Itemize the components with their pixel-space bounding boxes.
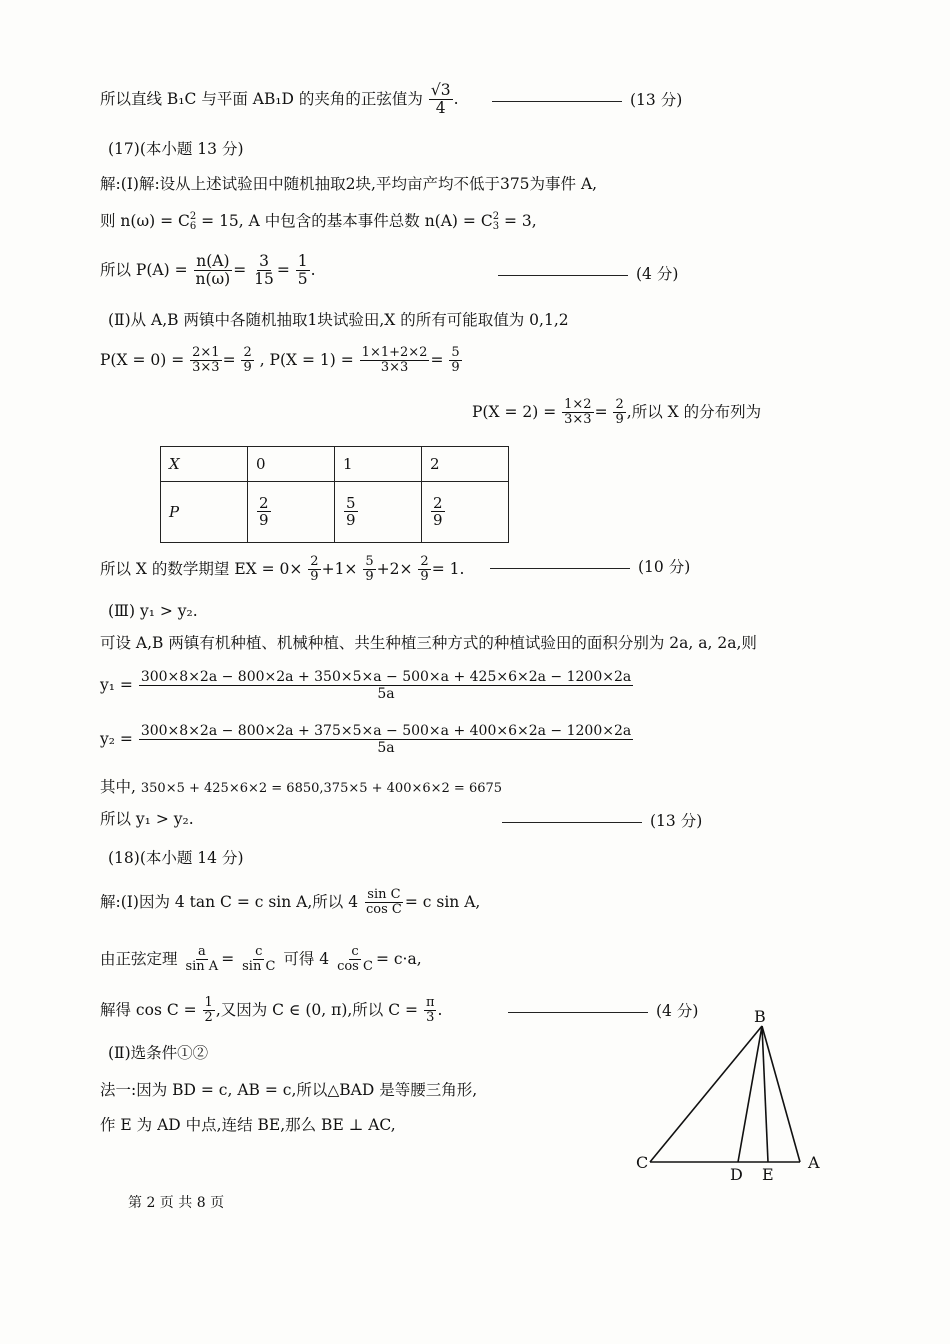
- triangle-figure: [630, 1000, 830, 1190]
- p17-score: [502, 809, 702, 831]
- cell-den: 9: [346, 511, 356, 530]
- p18-line1: [100, 888, 480, 918]
- c62-sub: 6: [189, 221, 197, 232]
- px1-frac: [360, 346, 430, 376]
- p17-y1: [100, 670, 634, 702]
- table-cell: P: [161, 482, 248, 543]
- px2-prefix: P(X = 2) =: [472, 403, 557, 422]
- c62-sup: 2: [189, 211, 197, 222]
- pa-frac3: [296, 253, 310, 289]
- p18-l1-suffix: = c sin A,: [404, 893, 481, 912]
- p18-method1-line1: 法一:因为 BD = c, AB = c,所以△BAD 是等腰三角形,: [100, 1081, 478, 1099]
- px2-val: [613, 398, 625, 428]
- p18-l2-suffix: = c·a,: [375, 950, 422, 969]
- p17-px2: P(X = 2) = $\frac{1\times 2}{3\times 3}$ = $\frac{2}{9}$ ,所以 X 的分布列为: [472, 397, 762, 428]
- segment-cb: [650, 1026, 762, 1162]
- p18-l3-mid: ,又因为 C ∈ (0, π),所以 C =: [215, 1001, 418, 1020]
- cell-den: 9: [259, 511, 269, 530]
- p16-value-num: √3: [430, 81, 451, 99]
- pa-prefix: 所以 P(A) =: [100, 260, 188, 279]
- px1-den: 3×3: [380, 360, 409, 376]
- p18-heading: (18)(本小题 14 分): [108, 849, 244, 867]
- p17-line2-end: = 3,: [499, 212, 537, 230]
- p16-score: [492, 88, 682, 110]
- px2-suffix: ,所以 X 的分布列为: [626, 403, 762, 422]
- p18-l3-frac2: [424, 996, 437, 1026]
- table-cell: [335, 482, 422, 543]
- p18-l2-mid: 可得 4: [283, 950, 330, 969]
- distribution-table: [160, 446, 509, 543]
- px0-frac: [190, 346, 221, 376]
- ex-mid2: +2×: [376, 560, 413, 579]
- c32-sub: 3: [492, 221, 500, 232]
- ex-frac1: [308, 555, 320, 585]
- ex-f3-num: 2: [420, 554, 429, 569]
- p18-score-text: (4 分): [656, 1002, 699, 1020]
- y1-prefix: y₁ =: [100, 676, 133, 695]
- px0-val: [241, 346, 253, 376]
- among-value: 350×5 + 425×6×2 = 6850,375×5 + 400×6×2 = 6675: [140, 781, 503, 796]
- p17-score-text: (13 分): [650, 812, 703, 830]
- p18-l2-f1-den: sin A: [185, 959, 219, 975]
- pa-frac2: [252, 253, 276, 289]
- p18-l2-f3-den: cos C: [337, 959, 373, 975]
- cell-num: 5: [346, 493, 356, 512]
- px1-val-den: 9: [451, 360, 460, 376]
- p18-l2-eq: =: [221, 950, 235, 969]
- ex-score-text: (10 分): [638, 558, 691, 576]
- p18-l3-f2-num: π: [425, 995, 435, 1010]
- px2-val-num: 2: [615, 397, 624, 412]
- p16-conclusion: 所以直线 B₁C 与平面 AB₁D 的夹角的正弦值为 $\frac{√3}{4}$ .: [100, 81, 459, 118]
- p18-l3-f1-den: 2: [204, 1010, 213, 1026]
- p17-part3-line1: (Ⅲ) y₁ > y₂.: [108, 602, 198, 620]
- ex-f2-den: 9: [365, 569, 374, 585]
- ex-score: [490, 555, 690, 577]
- p18-l1-frac: [364, 888, 404, 918]
- y2-prefix: y₂ =: [100, 730, 133, 749]
- p17-n-omega: 则 n(ω) = C: [100, 212, 190, 230]
- pa-f1-num: n(A): [196, 252, 230, 270]
- p17-among: [100, 780, 502, 796]
- table-cell: [248, 482, 335, 543]
- p18-method1-line2: 作 E 为 AD 中点,连结 BE,那么 BE ⊥ AC,: [100, 1116, 396, 1134]
- label-b: B: [754, 1007, 766, 1026]
- p18-l2-f2-den: sin C: [242, 959, 276, 975]
- pa-frac1: [194, 253, 233, 289]
- y1-den: 5a: [377, 686, 395, 703]
- p18-l3-frac1: [203, 996, 215, 1026]
- px2-den: 3×3: [564, 412, 592, 428]
- p18-l2-f2-num: c: [255, 944, 263, 959]
- p18-l3-f1-num: 1: [204, 995, 213, 1010]
- table-cell: 2: [422, 447, 509, 482]
- p16-score-text: (13 分): [630, 91, 683, 109]
- c32-sup: 2: [492, 211, 500, 222]
- table-row: [161, 482, 509, 543]
- px0-val-num: 2: [243, 345, 252, 360]
- label-d: D: [730, 1165, 743, 1184]
- pa-f1-den: n(ω): [195, 270, 231, 289]
- p18-l2-f3-num: c: [351, 944, 359, 959]
- among-prefix: 其中,: [100, 778, 136, 796]
- ex-prefix: 所以 X 的数学期望 EX = 0×: [100, 560, 303, 579]
- pa-f3-den: 5: [297, 270, 308, 289]
- p18-l3-prefix: 解得 cos C =: [100, 1001, 197, 1020]
- ex-frac3: [418, 555, 430, 585]
- ex-mid1: +1×: [321, 560, 358, 579]
- px1-val-num: 5: [451, 345, 460, 360]
- p17-conclusion: 所以 y₁ > y₂.: [100, 810, 194, 828]
- pa-f2-num: 3: [259, 252, 269, 270]
- p18-l2-prefix: 由正弦定理: [100, 950, 178, 969]
- cell-num: 2: [259, 493, 269, 512]
- p18-l2-frac3: [335, 945, 375, 975]
- y1-frac: [139, 670, 633, 702]
- ex-suffix: = 1.: [431, 560, 465, 579]
- cell-den: 9: [433, 511, 443, 530]
- label-a: A: [808, 1153, 820, 1172]
- p18-part2-heading: (Ⅱ)选条件①②: [108, 1044, 209, 1062]
- table-cell: 0: [248, 447, 335, 482]
- p17-part2-line1: (Ⅱ)从 A,B 两镇中各随机抽取1块试验田,X 的所有可能取值为 0,1,2: [108, 311, 569, 329]
- p17-n-a: = 15, A 中包含的基本事件总数 n(A) = C: [196, 212, 493, 230]
- px0-den: 3×3: [192, 360, 220, 376]
- p16-value-den: 4: [435, 99, 446, 118]
- p18-l2-frac1: [183, 945, 220, 975]
- p18-l2-frac2: [240, 945, 277, 975]
- p17-part1-line1: 解:(Ⅰ)解:设从上述试验田中随机抽取2块,平均亩产均不低于375为事件 A,: [100, 175, 598, 193]
- p18-l3-suffix: .: [437, 1001, 443, 1020]
- p18-l3-f2-den: 3: [426, 1010, 435, 1026]
- cell-num: 2: [433, 493, 443, 512]
- table-row: [161, 447, 509, 482]
- p18-line3: [100, 996, 442, 1026]
- px2-num: 1×2: [564, 397, 592, 412]
- ex-f3-den: 9: [420, 569, 429, 585]
- p17-heading: (17)(本小题 13 分): [108, 140, 244, 158]
- table-cell: [422, 482, 509, 543]
- p18-l1-den: cos C: [366, 902, 402, 918]
- px1-prefix: , P(X = 1) =: [259, 351, 354, 370]
- page-footer: 第 2 页 共 8 页: [128, 1195, 225, 1211]
- p18-l1-prefix: 解:(Ⅰ)因为 4 tan C = c sin A,所以 4: [100, 893, 359, 912]
- y2-num: 300×8×2a − 800×2a + 375×5×a − 500×a + 400×6×2a − 1200×2a: [140, 723, 632, 739]
- p16-value-fraction: [429, 82, 453, 118]
- px0-val-den: 9: [243, 360, 252, 376]
- p18-l1-num: sin C: [367, 887, 401, 902]
- p17-part3-line2: 可设 A,B 两镇有机种植、机械种植、共生种植三种方式的种植试验田的面积分别为 2a, a, 2a,则: [100, 634, 757, 652]
- px2-val-den: 9: [615, 412, 624, 428]
- segment-bd: [738, 1026, 762, 1162]
- px1-val: [449, 346, 461, 376]
- p18-l2-f1-num: a: [197, 944, 206, 959]
- ex-f2-num: 5: [365, 554, 374, 569]
- label-c: C: [636, 1153, 649, 1172]
- pa-f3-num: 1: [297, 252, 308, 270]
- y1-num: 300×8×2a − 800×2a + 350×5×a − 500×a + 425×6×2a − 1200×2a: [140, 669, 632, 685]
- pa-score: [498, 262, 678, 284]
- p18-line2: [100, 945, 422, 975]
- pa-f2-den: 15: [254, 270, 274, 289]
- ex-f1-num: 2: [310, 554, 319, 569]
- table-cell: 1: [335, 447, 422, 482]
- p17-ex: [100, 555, 464, 585]
- px0-prefix: P(X = 0) =: [100, 351, 185, 370]
- p17-y2: [100, 724, 634, 756]
- px0-num: 2×1: [192, 345, 220, 360]
- px1-num: 1×1+2×2: [361, 345, 428, 360]
- p17-pa: 所以 P(A) = $\frac{n(A)}{n(\omega)}$ = $\frac{3}{15}$ = $\frac{1}{5}$ .: [100, 252, 316, 289]
- p16-conclusion-text: 所以直线 B₁C 与平面 AB₁D 的夹角的正弦值为: [100, 89, 423, 108]
- ex-frac2: [363, 555, 375, 585]
- y2-den: 5a: [377, 740, 395, 757]
- ex-f1-den: 9: [310, 569, 319, 585]
- p17-part1-line2: [100, 212, 537, 232]
- pa-score-text: (4 分): [636, 265, 679, 283]
- px2-frac: [562, 398, 593, 428]
- table-cell: X: [161, 447, 248, 482]
- label-e: E: [762, 1165, 774, 1184]
- y2-frac: [139, 724, 633, 756]
- p17-px01: P(X = 0) = $\frac{2\times 1}{3\times 3}$ = $\frac{2}{9}$ , P(X = 1) = $\frac{1\times 1+2\times 2}{3\times 3}$ = $\frac{5}{9}$: [100, 345, 460, 376]
